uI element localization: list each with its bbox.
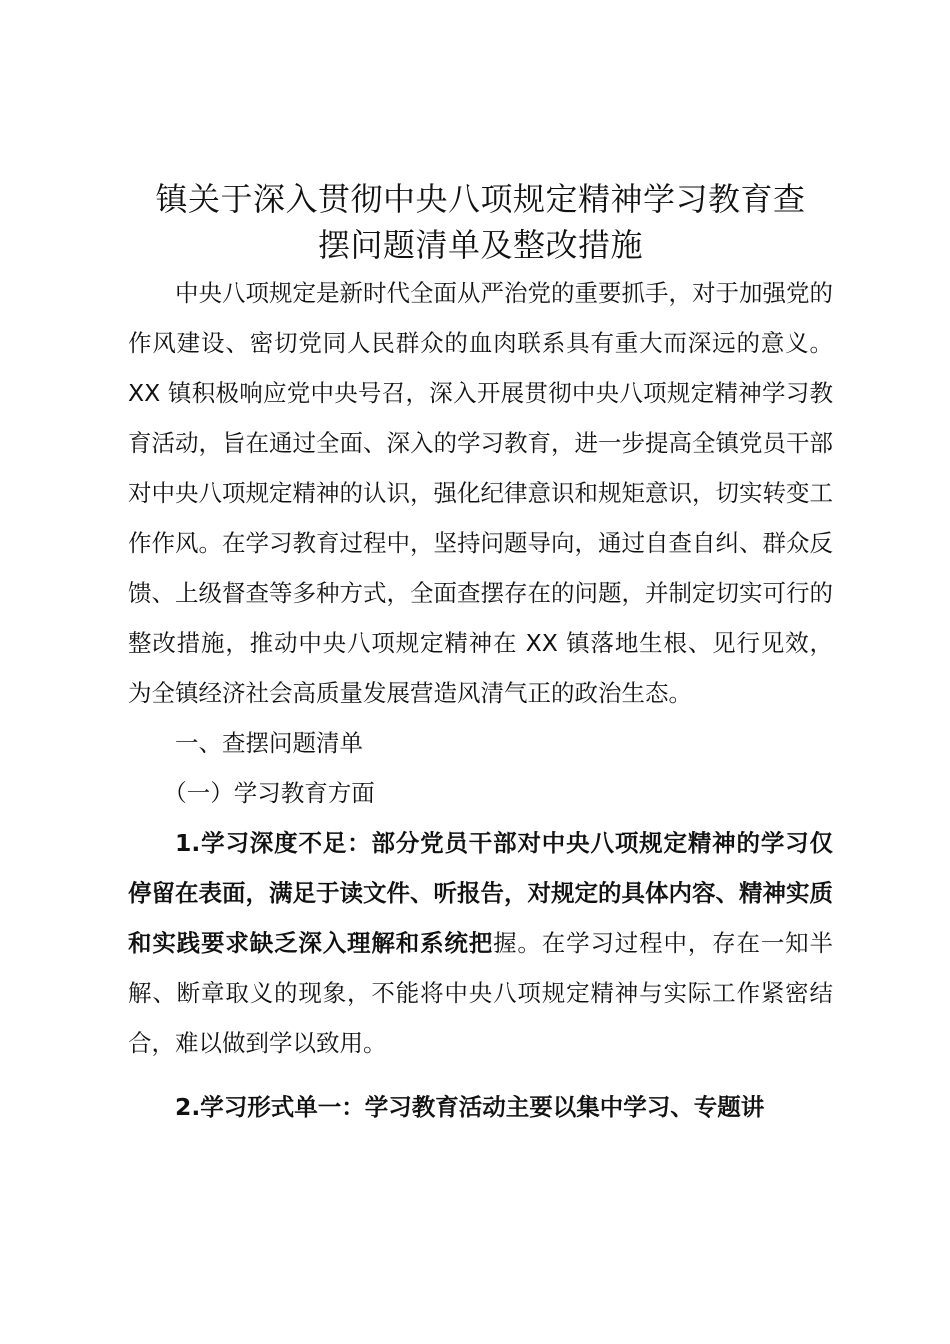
problem-item-1-heading: 1.学习深度不足：部分党员干部对中央八项规定精神的学习仅停留在表面，满足于读文件、听报告，对规定的具体内容、精神实质和实践要求缺乏深入理解和系统把 [128,829,833,957]
title-line-2: 摆问题清单及整改措施 [317,226,643,264]
title-line-1: 镇关于深入贯彻中央八项规定精神学习教育查 [155,180,806,218]
problem-item-1 [128,818,833,1068]
problem-item-2 [128,1082,833,1132]
intro-paragraph: 中央八项规定是新时代全面从严治党的重要抓手，对于加强党的作风建设、密切党同人民群众的血肉联系具有重大而深远的意义。XX 镇积极响应党中央号召，深入开展贯彻中央八项规定精神学习教育活动，旨在通过全面、深入的学习教育，进一步提高全镇党员干部对中央八项规定精神的认识，强化纪律意识和规矩意识，切实转变工作作风。在学习教育过程中，坚持问题导向，通过自查自纠、群众反馈、上级督查等多种方式，全面查摆存在的问题，并制定切实可行的整改措施，推动中央八项规定精神在 XX 镇落地生根、见行见效，为全镇经济社会高质量发展营造风清气正的政治生态。 [128,279,833,707]
section-heading-problem-list: 一、查摆问题清单 [175,729,363,757]
document-title [128,176,833,268]
problem-item-2-heading: 2.学习形式单一：学习教育活动主要以集中学习、专题讲 [175,1093,765,1121]
problem-item-1-body: 握。在学习过程中，存在一知半解、断章取义的现象，不能将中央八项规定精神与实际工作紧密结合，难以做到学以致用。 [128,929,834,1057]
subsection-heading-study-education: （一）学习教育方面 [163,779,375,807]
document-page [128,176,833,1132]
